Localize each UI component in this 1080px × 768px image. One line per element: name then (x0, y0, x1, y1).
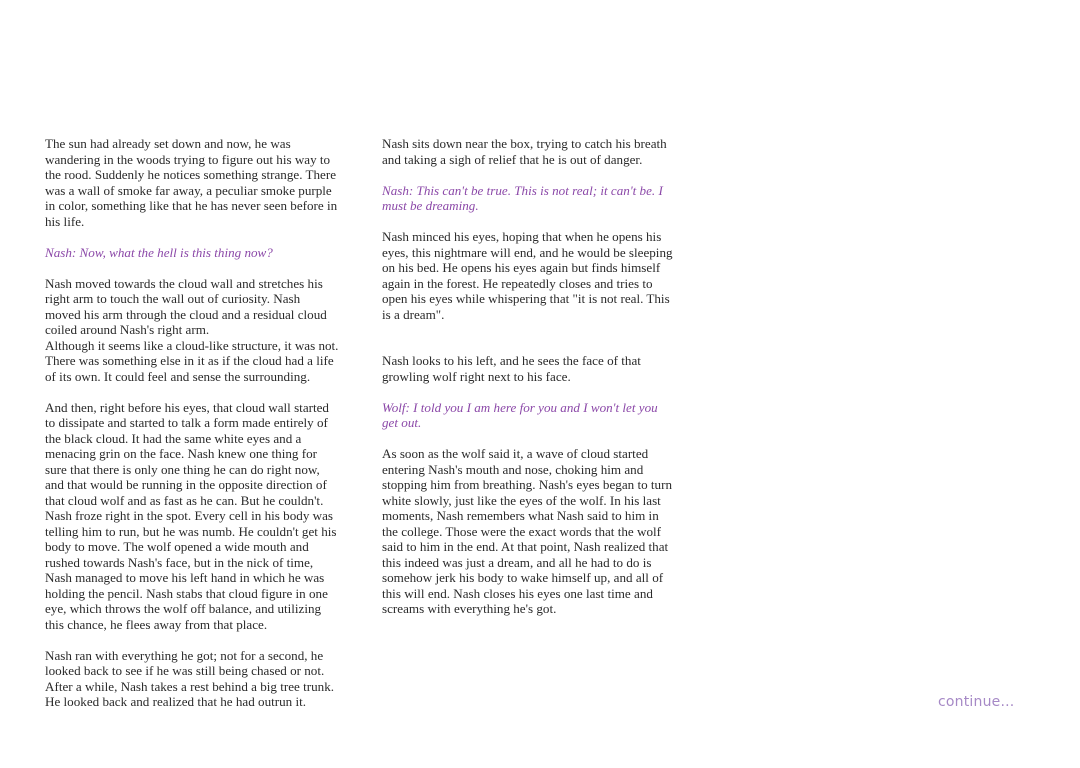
story-column-left (45, 136, 365, 725)
narration-paragraph: And then, right before his eyes, that cloud wall started to dissipate and started to talk a form made entirely of the black cloud. It had the same white eyes and a menacing grin on the face. Nash knew one thing for sure that there is only one thing he can do right now, and that would be running in the opposite direction of that cloud wolf and as fast as he can. But he couldn't. Nash froze right in the spot. Every cell in his body was telling him to run, but he was numb. He couldn't get his body to move. The wolf opened a wide mouth and rushed towards Nash's face, but in the nick of time, Nash managed to move his left hand in which he was holding the pencil. Nash stabs that cloud figure in one eye, which throws the wolf off balance, and utilizing this chance, he flees away from that place. (45, 399, 337, 632)
narration-paragraph: The sun had already set down and now, he was wandering in the woods trying to figure out his way to the rood. Suddenly he notices something strange. There was a wall of smoke far away, a peculiar smoke purple in color, something like that he has never seen before in his life. (45, 136, 338, 229)
narration-paragraph: Nash minced his eyes, hoping that when he opens his eyes, this nightmare will end, and he would be sleeping on his bed. He opens his eyes again but finds himself again in the forest. He repeatedly closes and tries to open his eyes while whispering that "it is not real. This is a dream". (382, 229, 673, 322)
narration-paragraph: Nash ran with everything he got; not for a second, he looked back to see if he was still being chased or not. After a while, Nash takes a rest behind a big tree trunk. He looked back and realized that he had outrun it. (45, 647, 335, 709)
narration-paragraph: Nash looks to his left, and he sees the face of that growling wolf right next to his face. (382, 353, 641, 384)
narration-paragraph: Nash sits down near the box, trying to catch his breath and taking a sigh of relief that he is out of danger. (382, 136, 667, 167)
narration-paragraph: As soon as the wolf said it, a wave of cloud started entering Nash's mouth and nose, choking him and stopping him from breathing. Nash's eyes began to turn white slowly, just like the eyes of the wolf. In his last moments, Nash remembers what Nash said to him in the college. Those were the exact words that the wolf said to him in the end. At that point, Nash realized that this indeed was just a dream, and all he had to do is somehow jerk his body to wake himself up, and all of this will end. Nash closes his eyes one last time and screams with everything he's got. (382, 446, 673, 616)
dialogue-line: Wolf: I told you I am here for you and I won't let you get out. (382, 399, 658, 430)
narration-paragraph: Nash moved towards the cloud wall and stretches his right arm to touch the wall out of curiosity. Nash moved his arm through the cloud and a residual cloud coiled around Nash's right arm. (45, 275, 327, 337)
dialogue-line: Nash: This can't be true. This is not real; it can't be. I must be dreaming. (382, 182, 663, 213)
continue-link[interactable]: continue... (938, 694, 1015, 710)
story-column-right (382, 136, 702, 632)
dialogue-line: Nash: Now, what the hell is this thing now? (45, 244, 273, 260)
narration-paragraph: Although it seems like a cloud-like structure, it was not. There was something else in it as if the cloud had a life of its own. It could feel and sense the surrounding. (45, 337, 339, 384)
